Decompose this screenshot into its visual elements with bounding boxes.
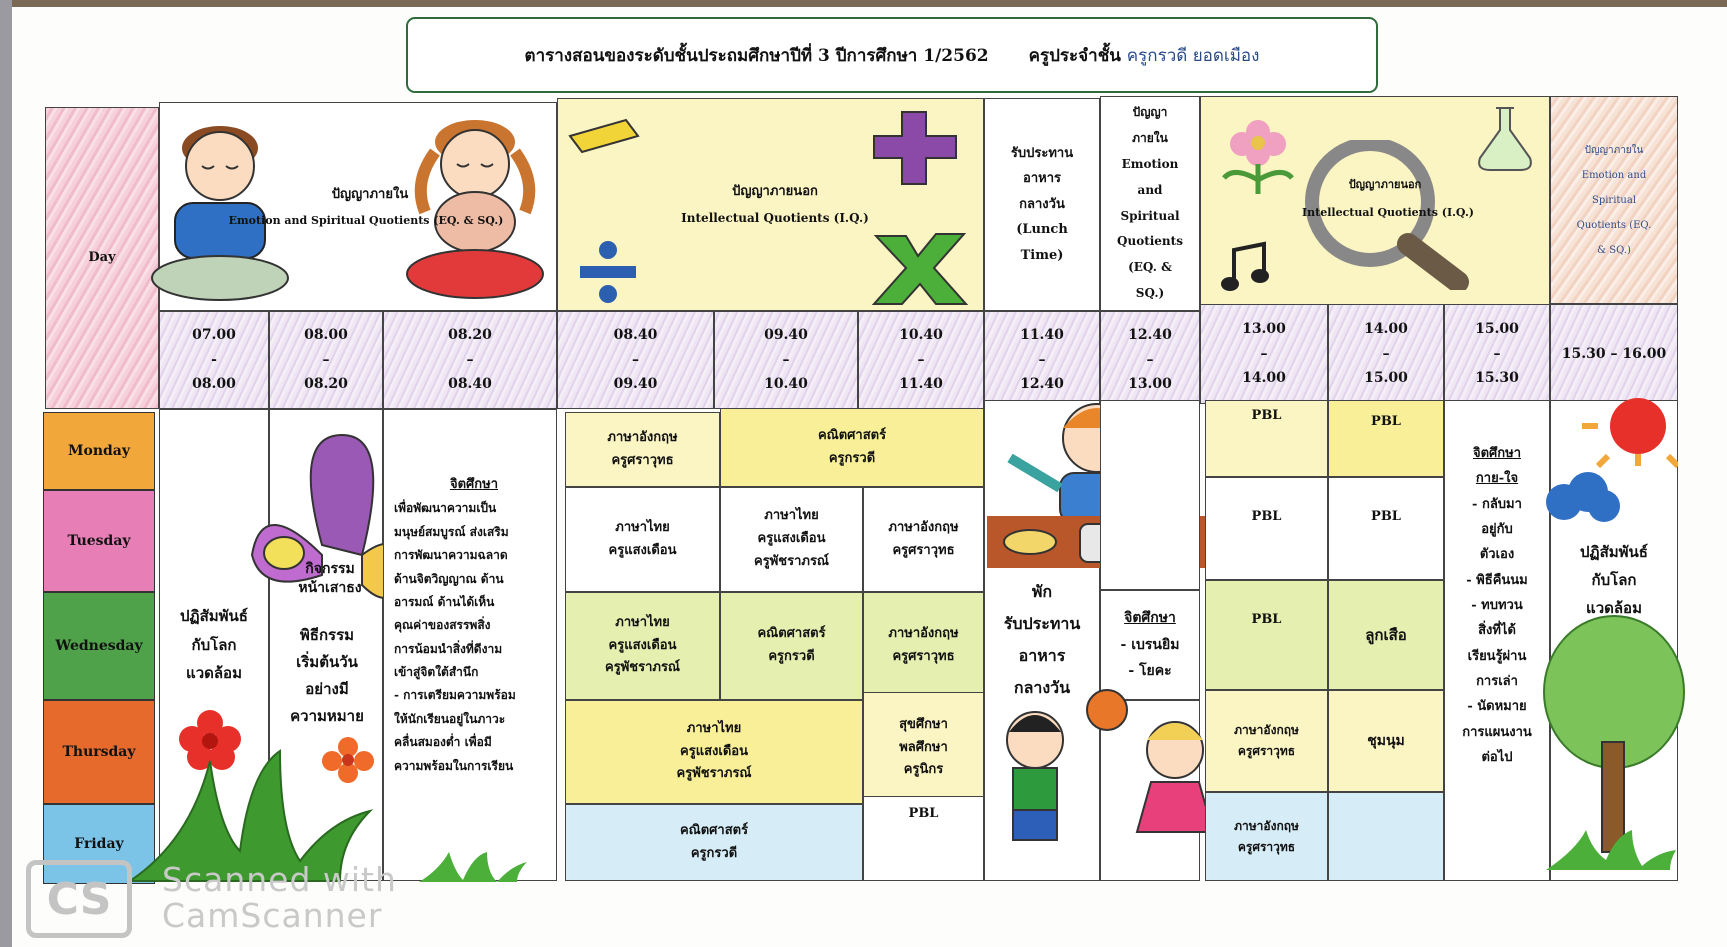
contemplative-line: การพัฒนาความฉลาด: [394, 548, 508, 563]
flask-icon: [1474, 104, 1536, 174]
inner-mid-line: and: [1137, 182, 1163, 197]
time-end: 11.40: [899, 376, 943, 393]
subject-name: ภาษาไทย: [686, 720, 742, 736]
time-sep: –: [632, 351, 639, 368]
thu-thai: [565, 700, 863, 804]
time-slot-3: [383, 311, 557, 409]
time-slot-11: [1444, 304, 1550, 404]
subject-name: ภาษาอังกฤษ: [607, 429, 678, 445]
wed-contemplative-brain-gym: [1100, 590, 1200, 700]
subject-name: PBL: [1251, 408, 1282, 423]
teacher-name: ครูนิกร: [903, 762, 944, 778]
meditating-girl-illustration: [405, 112, 557, 307]
time-slot-9: [1200, 304, 1328, 404]
mind-body-line: การแผนงาน: [1462, 724, 1532, 740]
mind-body-line: อยู่กับ: [1481, 522, 1513, 538]
subject-name: คณิตศาสตร์: [817, 427, 887, 443]
inner-end-line: Spiritual: [1591, 194, 1637, 206]
time-start: 08.40: [613, 327, 658, 344]
contemplative-line: อารมณ์ ด้านได้เห็น: [394, 594, 495, 609]
tue-pbl-2: [1328, 477, 1444, 580]
ritual-line: อย่างมี: [305, 680, 349, 698]
relate-end-line: กับโลก: [1591, 570, 1637, 589]
subject-name: สุขศึกษา: [899, 716, 948, 732]
inner-mid-line: (EQ. &: [1128, 260, 1172, 275]
day-header: Day: [88, 249, 116, 265]
time-end: 15.00: [1364, 370, 1408, 387]
fri-empty: [1328, 792, 1444, 881]
sun-illustration: [1578, 396, 1678, 476]
subject-name: ภาษาอังกฤษ: [888, 626, 959, 642]
mind-body-line: - พิธีคืนนม: [1466, 572, 1528, 588]
mind-body-line: - ทบทวน: [1471, 598, 1523, 614]
multiply-sign-icon: [866, 226, 970, 312]
lunch-line: กลางวัน: [1013, 678, 1071, 697]
contemplative-line: เข้าสู่จิตใต้สำนึก: [394, 665, 479, 680]
subject-name: PBL: [908, 806, 939, 821]
inner-mid-line: ภายใน: [1132, 131, 1168, 146]
subject-name: PBL: [1251, 509, 1282, 524]
mind-body-line: สิ่งที่ได้: [1478, 623, 1516, 639]
mind-body-line: - นัดหมาย: [1467, 699, 1527, 715]
time-sep: –: [1493, 345, 1501, 362]
mind-body-line: - กลับมา: [1472, 496, 1522, 512]
inner-wisdom-title: ปัญญาภายใน: [331, 187, 409, 202]
lunch-line: รับประทาน: [1003, 614, 1081, 633]
time-slot-2: [269, 311, 383, 409]
day-monday: Monday: [43, 412, 155, 490]
inner-wisdom-mid-header: [1100, 96, 1200, 311]
lunch-line: พัก: [1031, 582, 1053, 601]
wed-thai: [565, 592, 720, 700]
time-sep: –: [1038, 351, 1046, 368]
mind-body-contemplative: [1444, 400, 1550, 881]
subject-name: PBL: [1251, 612, 1282, 627]
outer-wisdom-pm-title: ปัญญาภายนอก: [1348, 178, 1422, 191]
mon-pbl-2: [1328, 400, 1444, 477]
tue-thai-2: [720, 487, 863, 592]
subject-name: คณิตศาสตร์: [679, 822, 749, 838]
wed-english: [863, 592, 984, 700]
time-sep: -: [211, 351, 217, 368]
teacher-name: ครูกรวดี ยอดเมือง: [1126, 45, 1260, 66]
mon-english: [565, 412, 720, 487]
pencil-icon: [566, 114, 648, 154]
time-end: 10.40: [764, 376, 808, 393]
contemplative-line: ให้นักเรียนอยู่ในภาวะ: [394, 711, 506, 726]
tree-illustration: [1536, 612, 1686, 874]
tue-pbl-1: [1205, 477, 1328, 580]
page-title-box: [406, 17, 1378, 93]
subject-name: ภาษาอังกฤษ: [888, 519, 959, 535]
teacher-label: ครูประจำชั้น: [1028, 45, 1121, 66]
teacher-name: ครูแสงเดือน: [608, 542, 677, 558]
contemplative-line: การน้อมนำสิ่งที่ดีงาม: [394, 641, 503, 656]
time-start: 15.00: [1475, 321, 1519, 338]
teacher-name: ครูพัชราภรณ์: [676, 766, 752, 782]
inner-mid-line: Emotion: [1121, 156, 1179, 171]
time-sep: –: [782, 351, 790, 368]
inner-end-line: Quotients (EQ.: [1576, 219, 1652, 231]
teacher-name: ครูแสงเดือน: [680, 743, 748, 759]
time-slot-6: [858, 311, 984, 409]
subject-name: ภาษาไทย: [615, 614, 670, 630]
teacher-name: ครูแสงเดือน: [757, 531, 826, 547]
teacher-name: ครูกรวดี: [828, 450, 876, 466]
fri-math: [565, 804, 863, 881]
lunch-header-line: อาหาร: [1023, 171, 1061, 187]
contemplative-line: เพื่อพัฒนาความเป็น: [394, 501, 497, 516]
ritual-line: พิธีกรรม: [299, 626, 355, 644]
lunch-header-line: รับประทาน: [1010, 146, 1074, 162]
ritual-line: ความหมาย: [290, 707, 364, 725]
tue-english: [863, 487, 984, 592]
subject-name: พลศึกษา: [899, 739, 948, 755]
outer-wisdom-title: ปัญญาภายนอก: [732, 184, 818, 199]
cloud-illustration: [1536, 470, 1626, 530]
subject-name: ภาษาไทย: [615, 519, 670, 535]
inner-end-line: ปัญญาภายใน: [1584, 144, 1644, 156]
time-slot-4: [557, 311, 714, 409]
contemplative-line: คุณค่าของสรรพสิ่ง: [394, 618, 491, 633]
subject-name: ภาษาอังกฤษ: [1234, 723, 1299, 737]
time-sep: –: [917, 351, 925, 368]
contemplative-wed-line: - โยคะ: [1128, 663, 1172, 680]
relate-end-line: ปฏิสัมพันธ์: [1580, 543, 1648, 561]
lunch-header-line: (Lunch: [1016, 222, 1068, 238]
relate-end-line: แวดล้อม: [1586, 598, 1642, 617]
subject-name: PBL: [1371, 509, 1401, 524]
thu-club: [1328, 690, 1444, 792]
music-note-icon: [1218, 240, 1278, 298]
day-wednesday: Wednesday: [43, 592, 155, 700]
fri-english: [1205, 792, 1328, 881]
mind-body-line: ตัวเอง: [1479, 547, 1515, 563]
activity-line: กิจกรรม: [305, 561, 355, 577]
inner-wisdom-subtitle: Emotion and Spiritual Quotients (EQ. & SQ.): [228, 214, 504, 227]
mind-body-line: การเล่า: [1476, 674, 1518, 690]
ritual-label: [275, 622, 379, 730]
subject-name: ภาษาไทย: [764, 508, 819, 524]
time-slot-1: [159, 311, 269, 409]
time-sep: –: [322, 351, 330, 368]
inner-end-line: & SQ.): [1597, 244, 1631, 256]
inner-end-line: Emotion and: [1581, 169, 1647, 181]
contemplative-line: มนุษย์สมบูรณ์ ส่งเสริม: [394, 524, 509, 539]
outer-wisdom-pm-subtitle: Intellectual Quotients (I.Q.): [1301, 206, 1474, 219]
time-slot-10: [1328, 304, 1444, 404]
time-slot-12: [1550, 304, 1678, 404]
mid-day-top-cell: [1100, 400, 1200, 590]
wed-scout: [1328, 580, 1444, 690]
day-tuesday: Tuesday: [43, 490, 155, 592]
watermark-line: CamScanner: [162, 896, 383, 936]
scanner-edge: [0, 0, 12, 947]
time-start: 13.00: [1242, 321, 1286, 338]
time-start: 09.40: [764, 327, 808, 344]
small-grass-illustration: [415, 850, 565, 884]
tue-thai-1: [565, 487, 720, 592]
time-end: 08.20: [304, 376, 348, 393]
day-thursday: Thursday: [43, 700, 155, 804]
fri-pbl: [863, 796, 984, 881]
time-start: 15.30 – 16.00: [1561, 345, 1667, 362]
time-end: 08.40: [448, 376, 492, 393]
contemplative-line: คลื่นสมองต่ำ เพื่อมี: [394, 735, 492, 750]
mind-body-line: ต่อไป: [1481, 750, 1513, 766]
time-end: 13.00: [1128, 376, 1172, 393]
mon-math: [720, 408, 984, 487]
contemplative-line: ความพร้อมในการเรียน: [394, 758, 514, 773]
inner-mid-line: ปัญญา: [1132, 105, 1168, 120]
time-end: 14.00: [1242, 370, 1286, 387]
teacher-name: ครูศราวุทธ: [892, 542, 955, 558]
wed-pbl: [1205, 580, 1328, 690]
activity-label: [280, 560, 380, 598]
time-sep: –: [1382, 345, 1390, 362]
teacher-name: ครูพัชราภรณ์: [605, 660, 680, 676]
time-end: 12.40: [1020, 376, 1064, 393]
mind-body-title: กาย-ใจ: [1475, 471, 1519, 487]
contemplative-title: จิตศึกษา: [449, 477, 499, 492]
teacher-name: ครูกรวดี: [690, 845, 738, 861]
contemplative-wed-line: - เบรนยิม: [1120, 636, 1180, 653]
time-sep: –: [1260, 345, 1268, 362]
time-start: 11.40: [1020, 327, 1064, 344]
lunch-line: อาหาร: [1018, 646, 1066, 665]
inner-mid-line: Spiritual: [1120, 208, 1180, 223]
day-friday: Friday: [43, 804, 155, 884]
outer-wisdom-subtitle: Intellectual Quotients (I.Q.): [681, 211, 869, 225]
butterfly-illustration: [212, 425, 412, 655]
time-slot-7: [984, 311, 1100, 409]
time-sep: –: [466, 351, 474, 368]
lunch-header: [984, 98, 1100, 311]
page-title: ตารางสอนของระดับชั้นประถมศึกษาปีที่ 3 ปีการศึกษา 1/2562: [524, 45, 989, 66]
time-start: 07.00: [192, 327, 236, 344]
subject-name: PBL: [1371, 414, 1401, 429]
relate-line: ปฏิสัมพันธ์: [180, 607, 248, 626]
mind-body-line: เรียนรู้ผ่าน: [1467, 648, 1527, 664]
activity-line: หน้าเสาธง: [298, 579, 362, 596]
camscanner-watermark: [162, 862, 397, 935]
time-slot-5: [714, 311, 858, 409]
homeroom-teacher: [1029, 42, 1260, 69]
watermark-line: Scanned with: [162, 860, 397, 899]
ritual-line: เริ่มต้นวัน: [296, 653, 358, 671]
inner-mid-line: SQ.): [1135, 285, 1165, 300]
inner-mid-line: Quotients: [1117, 234, 1183, 249]
inner-wisdom-end-header: [1550, 96, 1678, 304]
teacher-name: ครูศราวุทธ: [611, 452, 674, 468]
teacher-name: ครูศราวุทธ: [1237, 744, 1296, 758]
relate-line: กับโลก: [191, 635, 237, 654]
thu-english: [1205, 690, 1328, 792]
thu-health-pe: [863, 692, 984, 804]
time-slot-8: [1100, 311, 1200, 409]
divide-sign-icon: [574, 238, 644, 304]
teacher-name: ครูกรวดี: [768, 649, 815, 664]
teacher-name: ครูแสงเดือน: [608, 637, 677, 653]
time-end: 15.30: [1475, 370, 1519, 387]
subject-name: ภาษาอังกฤษ: [1234, 818, 1299, 833]
teacher-name: ครูพัชราภรณ์: [754, 553, 829, 569]
subject-name: ชุมนุม: [1367, 732, 1405, 749]
meditating-boy-illustration: [150, 118, 300, 308]
subject-name: คณิตศาสตร์: [757, 626, 826, 642]
time-sep: –: [1146, 351, 1154, 368]
wed-math: [720, 592, 863, 700]
mind-body-title: จิตศึกษา: [1472, 446, 1522, 461]
day-header-cell: [45, 107, 159, 409]
time-start: 10.40: [899, 327, 943, 344]
flower-icon: [1210, 110, 1300, 200]
camscanner-logo: CS: [26, 860, 132, 938]
paper-top-edge: [12, 0, 1727, 7]
time-start: 08.00: [304, 327, 348, 344]
contemplative-line: - การเตรียมความพร้อม: [394, 688, 516, 703]
subject-name: ลูกเสือ: [1365, 625, 1407, 644]
contemplative-wed-title: จิตศึกษา: [1124, 610, 1176, 627]
time-start: 12.40: [1128, 327, 1172, 344]
mon-pbl-1: [1205, 400, 1328, 477]
contemplative-line: ด้านจิตวิญญาณ ด้าน: [394, 571, 504, 586]
relate-line: แวดล้อม: [186, 664, 242, 683]
lunch-header-line: กลางวัน: [1019, 196, 1065, 212]
teacher-name: ครูศราวุทธ: [892, 649, 955, 664]
lunch-header-line: Time): [1020, 247, 1064, 263]
time-start: 14.00: [1364, 321, 1408, 338]
time-start: 08.20: [448, 327, 492, 344]
time-end: 08.00: [192, 376, 236, 393]
plus-sign-icon: [870, 108, 962, 188]
teacher-name: ครูศราวุทธ: [1237, 839, 1296, 854]
time-end: 09.40: [613, 376, 658, 393]
